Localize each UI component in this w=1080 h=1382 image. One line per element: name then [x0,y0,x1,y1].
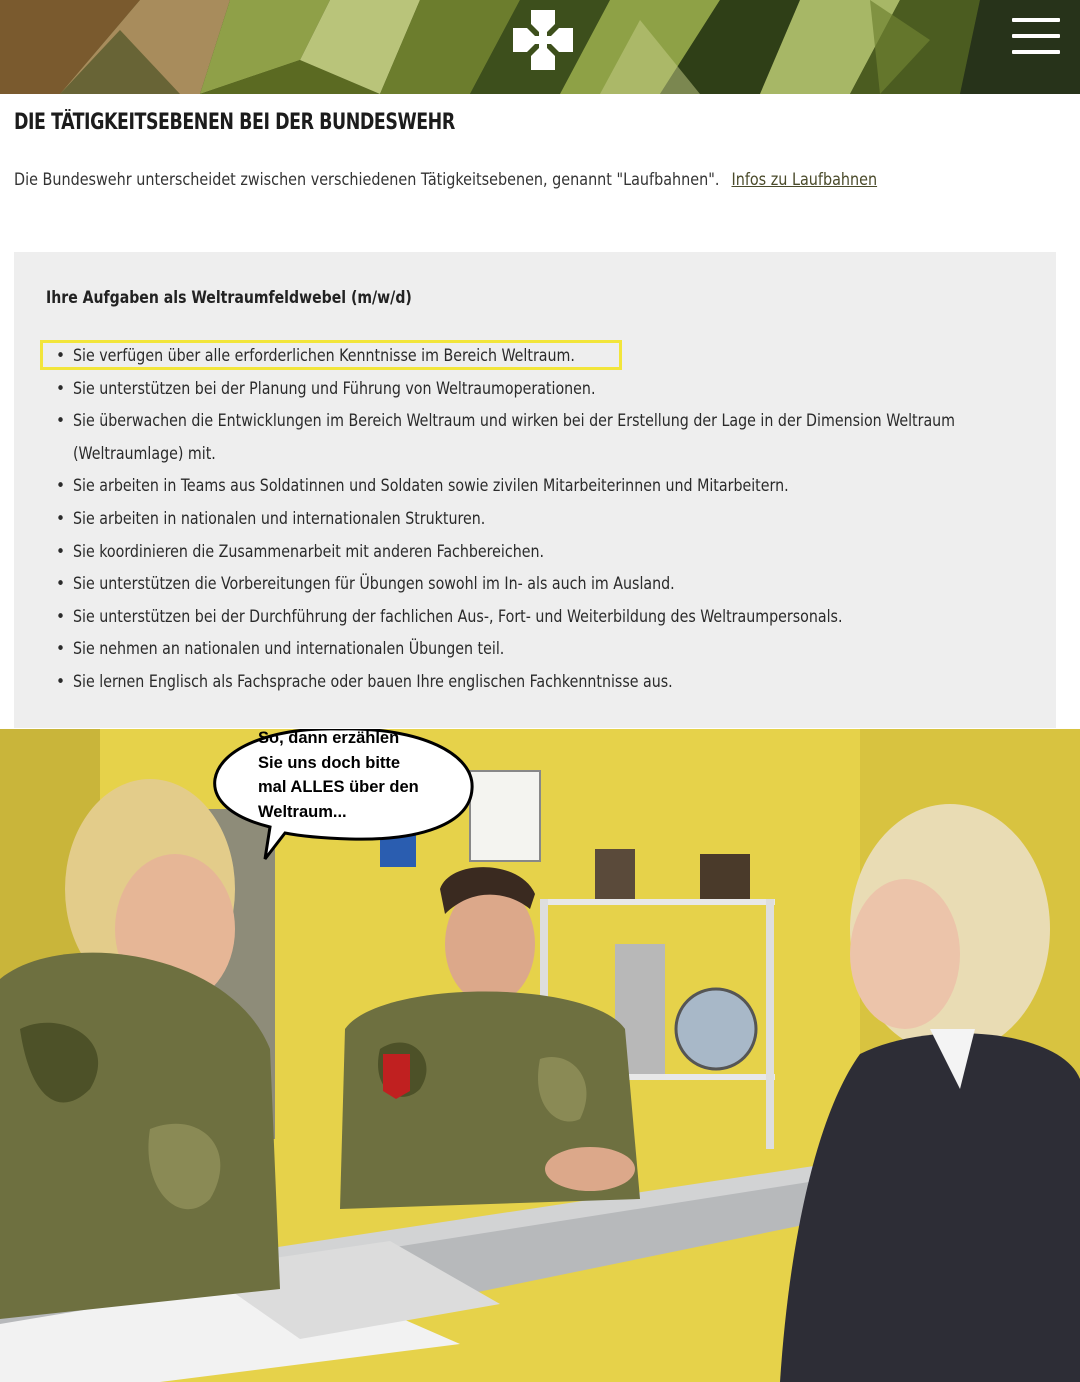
list-item: • Sie überwachen die Entwicklungen im Bereich Weltraum und wirken bei der Erstellung der Lage in der Dimension Weltraum (Weltraumlage) mit. [56,405,1016,470]
bundeswehr-cross-icon[interactable] [509,6,577,74]
list-item: • Sie unterstützen bei der Planung und Führung von Weltraumoperationen. [56,373,1016,406]
page-title: DIE TÄTIGKEITSEBENEN BEI DER BUNDESWEHR [14,110,455,135]
infos-laufbahnen-link[interactable]: Infos zu Laufbahnen [731,170,878,190]
header-banner [0,0,1080,94]
list-item: • Sie koordinieren die Zusammenarbeit mit anderen Fachbereichen. [56,536,1016,569]
bubble-line: So, dann erzählen [258,729,400,747]
bubble-line: Weltraum... [258,802,347,821]
intro-text: Die Bundeswehr unterscheidet zwischen verschiedenen Tätigkeitsebenen, genannt "Laufbahnen". [14,170,720,190]
bubble-line: Sie uns doch bitte [258,753,401,772]
list-item: • Sie unterstützen die Vorbereitungen für Übungen sowohl im In- als auch im Ausland. [56,568,1016,601]
tasks-list [56,340,1016,699]
list-item: • Sie nehmen an nationalen und internationalen Übungen teil. [56,633,1016,666]
intro-paragraph [14,170,877,190]
tasks-card [14,252,1056,728]
bubble-line: mal ALLES über den [258,778,419,796]
list-item: • Sie arbeiten in nationalen und internationalen Strukturen. [56,503,1016,536]
speech-bubble-text [258,726,468,824]
meme-photo [0,729,1080,1382]
hamburger-menu-icon[interactable] [1012,18,1060,58]
list-item: • Sie unterstützen bei der Durchführung der fachlichen Aus-, Fort- und Weiterbildung des Weltraumpersonals. [56,601,1016,634]
tasks-heading: Ihre Aufgaben als Weltraumfeldwebel (m/w/d) [46,288,412,308]
list-item: • Sie verfügen über alle erforderlichen Kenntnisse im Bereich Weltraum. [56,340,1016,373]
list-item: • Sie arbeiten in Teams aus Soldatinnen und Soldaten sowie zivilen Mitarbeiterinnen und Mitarbeitern. [56,470,1016,503]
list-item: • Sie lernen Englisch als Fachsprache oder bauen Ihre englischen Fachkenntnisse aus. [56,666,1016,699]
